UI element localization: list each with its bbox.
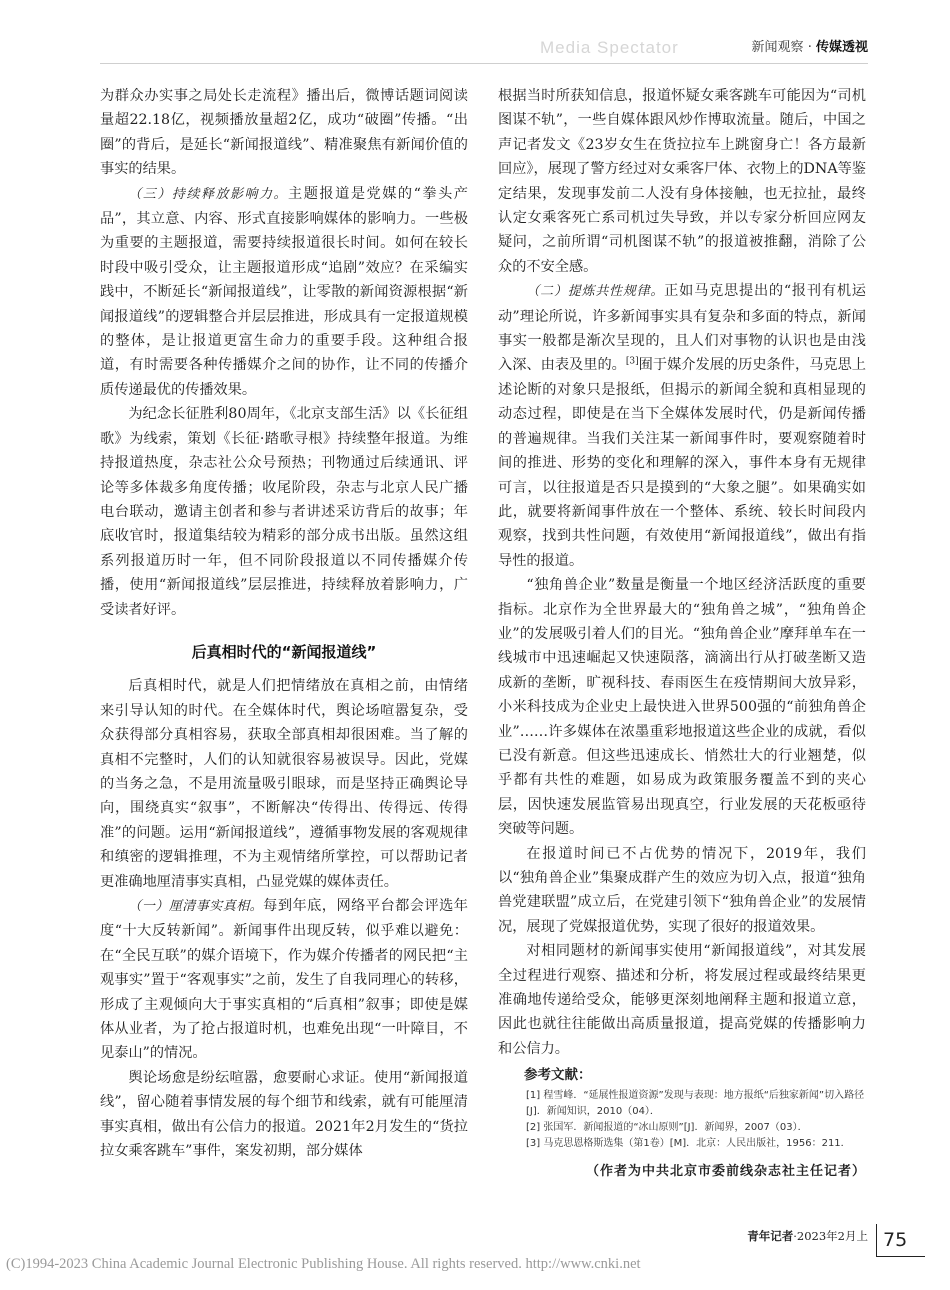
right-column	[498, 84, 866, 1184]
header-watermark: Media Spectator	[540, 38, 679, 57]
paragraph	[498, 279, 866, 573]
section-heading: 后真相时代的“新闻报道线”	[191, 642, 377, 661]
paragraph: 为纪念长征胜利80周年，《北京支部生活》以《长征组歌》为线索，策划《长征·踏歌寻根》持续整年报道。为维持报道热度，杂志社公众号预热；刊物通过后续通讯、评论等多体裁多角度传播；收尾阶段，杂志与北京人民广播电台联动，邀请主创者和参与者讲述采访背后的故事；年底收官时，报道集结较为精彩的部分成书出版。虽然这组系列报道历时一年，但不同阶段报道以不同传播媒介传播，使用“新闻报道线”层层推进，持续释放着影响力，广受读者好评。	[100, 406, 468, 618]
footer-magazine	[747, 1228, 868, 1244]
copyright-notice: (C)1994-2023 China Academic Journal Electronic Publishing House. All rights reserved. http://www.cnki.net	[6, 1256, 641, 1272]
reference-item: [2] 张国军．新闻报道的“冰山原则”[J]．新闻界，2007（03）．	[526, 1121, 808, 1133]
page-number: 75	[876, 1224, 925, 1257]
magazine-name: 青年记者	[747, 1229, 794, 1243]
paragraph-body: 正如马克思提出的“报刊有机运动”理论所说，许多新闻事实具有复杂和多面的特点，新闻事实一般都是渐次呈现的，且人们对事物的认识也是由浅入深、由表及里的。	[498, 283, 866, 374]
reference-item: [3] 马克思恩格斯选集（第1卷）[M]．北京：人民出版社，1956：211．	[526, 1137, 851, 1149]
paragraph	[100, 182, 468, 403]
header-column: 新闻观察	[751, 40, 804, 55]
paragraph: 根据当时所获知信息，报道怀疑女乘客跳车可能因为“司机图谋不轨”，一些自媒体跟风炒作博取流量。随后，中国之声记者发文《23岁女生在货拉拉车上跳窗身亡！各方最新回应》，展现了警方经过对女乘客尸体、衣物上的DNA等鉴定结果，发现事发前二人没有身体接触，也无拉扯，最终认定女乘客死亡系司机过失导致，并以专家分析回应网友疑问，之前所谓“司机图谋不轨”的报道被推翻，消除了公众的不安全感。	[498, 88, 866, 275]
header-section: 传媒透视	[815, 40, 868, 55]
header-divider	[100, 63, 868, 64]
running-header	[752, 36, 868, 55]
paragraph-body: 每到年底，网络平台都会评选年度“十大反转新闻”。新闻事件出现反转，似乎难以避免：在“全民互联”的媒介语境下，作为媒介传播者的网民把“主观事实”置于“客观事实”之前，发生了自我同理心的转移，形成了主观倾向大于事实真相的“后真相”叙事；即使是媒体从业者，为了抢占报道时机，也难免出现“一叶障目，不见泰山”的情况。	[100, 898, 468, 1062]
reference-item: [1] 程雪峰．“延展性报道资源”发现与表现：地方报纸“后独家新闻”切入路径 [J]．新闻知识，2010（04）．	[526, 1089, 865, 1117]
header-separator: ·	[807, 40, 812, 55]
author-note: （作者为中共北京市委前线杂志社主任记者）	[585, 1163, 866, 1179]
paragraph: “独角兽企业”数量是衡量一个地区经济活跃度的重要指标。北京作为全世界最大的“独角兽之城”，“独角兽企业”的发展吸引着人们的目光。“独角兽企业”摩拜单车在一线城市中迅速崛起又快速陨落，滴滴出行从打破垄断又造成新的垄断，旷视科技、春雨医生在疫情期间大放异彩，小米科技成为企业史上最快进入世界500强的“前独角兽企业”……许多媒体在浓墨重彩地报道这些企业的成就，看似已没有新意。但这些迅速成长、悄然壮大的行业翘楚，似乎都有共性的难题，如易成为政策服务覆盖不到的夹心层，因快速发展监管易出现真空，行业发展的天花板亟待突破等问题。	[498, 577, 866, 838]
references-title: 参考文献：	[524, 1067, 592, 1084]
citation-marker: [3]	[625, 356, 639, 367]
subsection-lead: （三）持续释放影响力。	[128, 186, 289, 202]
paragraph	[100, 894, 468, 1066]
paragraph-body: 囿于媒介发展的历史条件，马克思上述论断的对象只是报纸，但揭示的新闻全貌和真相显现的动态过程，即使是在当下全媒体发展时代，仍是新闻传播的普遍规律。当我们关注某一新闻事件时，要观察随着时间的推进、形势的变化和理解的深入，事件本身有无规律可言，以往报道是否只是摸到的“大象之腿”。如果确实如此，就要将新闻事件放在一个整体、系统、较长时间段内观察，找到共性问题，有效使用“新闻报道线”，做出有指导性的报道。	[498, 357, 866, 569]
subsection-lead: （二）提炼共性规律。	[526, 284, 665, 300]
paragraph-body: 主题报道是党媒的“拳头产品”，其立意、内容、形式直接影响媒体的影响力。一些极为重要的主题报道，需要持续报道很长时间。如何在较长时段中吸引受众，让主题报道形成“追剧”效应？在采编实践中，不断延长“新闻报道线”，让零散的新闻资源根据“新闻报道线”的逻辑整合并层层推进，形成具有一定报道规模的整体，是让报道更富生命力的重要手段。这种组合报道，有时需要各种传播媒介之间的协作，让不同的传播介质传递最优的传播效果。	[100, 185, 468, 398]
paragraph: 对相同题材的新闻事实使用“新闻报道线”，对其发展全过程进行观察、描述和分析，将发展过程或最终结果更准确地传递给受众，能够更深刻地阐释主题和报道立意，因此也就往往能做出高质量报道，提高党媒的传播影响力和公信力。	[498, 943, 866, 1057]
paragraph: 后真相时代，就是人们把情绪放在真相之前，由情绪来引导认知的时代。在全媒体时代，舆论场喧嚣复杂，受众获得部分真相容易，获取全部真相却很困难。当了解的真相不完整时，人们的认知就很容易被误导。因此，党媒的当务之急，不是用流量吸引眼球，而是坚持正确舆论导向，围绕真实“叙事”，不断解决“传得出、传得远、传得准”的问题。运用“新闻报道线”，遵循事物发展的客观规律和缜密的逻辑推理，不为主观情绪所掌控，可以帮助记者更准确地厘清事实真相，凸显党媒的媒体责任。	[100, 678, 468, 890]
left-column	[100, 84, 468, 1163]
paragraph: 为群众办实事之局处长走流程》播出后，微博话题词阅读量超22.18亿，视频播放量超2亿，成功“破圈”传播。“出圈”的背后，是延长“新闻报道线”、精准聚焦有新闻价值的事实的结果。	[100, 88, 468, 178]
paragraph: 在报道时间已不占优势的情况下，2019年，我们以“独角兽企业”集聚成群产生的效应为切入点，报道“独角兽党建联盟”成立后，在党建引领下“独角兽企业”的发展情况，展现了党媒报道优势，实现了很好的报道效果。	[498, 845, 866, 935]
subsection-lead: （一）厘清事实真相。	[128, 899, 264, 914]
paragraph: 舆论场愈是纷纭喧嚣，愈要耐心求证。使用“新闻报道线”，留心随着事情发展的每个细节和线索，就有可能厘清事实真相，做出有公信力的报道。2021年2月发生的“货拉拉女乘客跳车”事件，案发初期，部分媒体	[100, 1069, 468, 1160]
issue-date: ·2023年2月上	[793, 1229, 868, 1243]
